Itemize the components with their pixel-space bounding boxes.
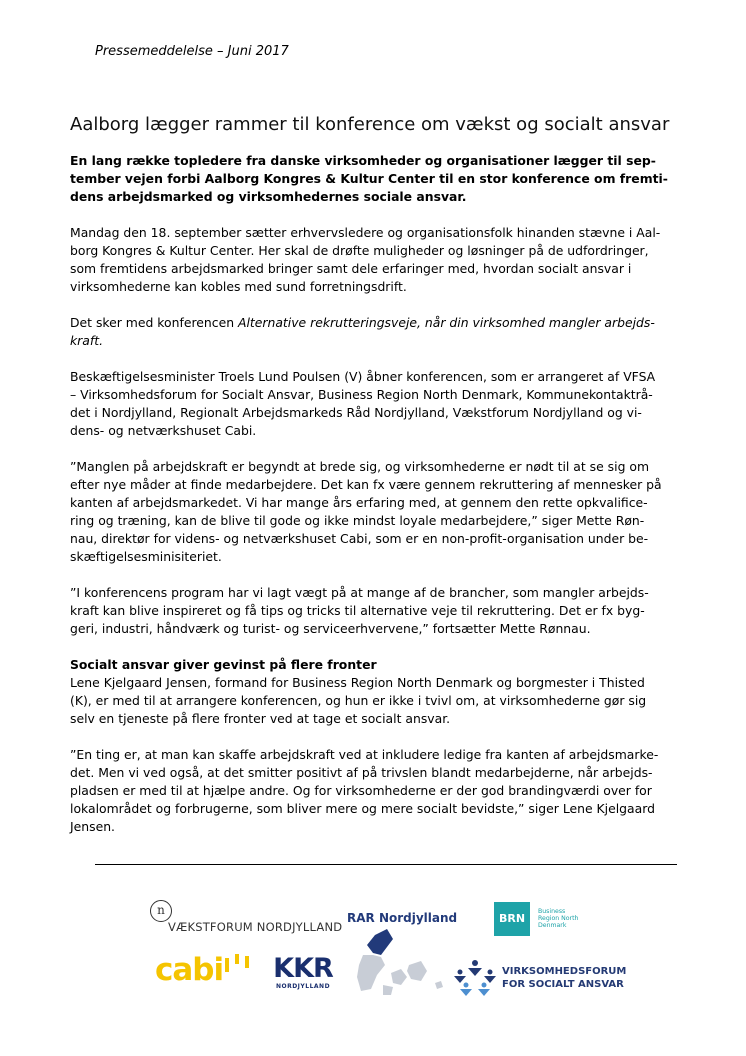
text-line: (K), er med til at arrangere konferencen, og hun er ikke i tvivl om, at virksomhederne gør sig: [70, 693, 647, 708]
text-line: ”Manglen på arbejdskraft er begyndt at brede sig, og virksomhederne er nødt til at se sig om: [70, 459, 650, 474]
brn-mark-icon: BRN: [494, 902, 530, 936]
text-line: nau, direktør for videns- og netværkshuset Cabi, som er en non-profit-organisation under be-: [70, 531, 649, 546]
text-line: det. Men vi ved også, at det smitter positivt af på trivslen blandt medarbejderne, når arbejds-: [70, 765, 653, 780]
vaekstforum-name: VÆKSTFORUM NORDJYLLAND: [168, 920, 343, 934]
text-line: som fremtidens arbejdsmarked bringer samt dele erfaringer med, hvordan socialt ansvar i: [70, 261, 632, 276]
text-line: kraft kan blive inspireret og få tips og tricks til alternative veje til rekruttering. Det er fx byg-: [70, 603, 645, 618]
paragraph-5: [70, 584, 682, 638]
lead-line: tember vejen forbi Aalborg Kongres & Kultur Center til en stor konference om fremti-: [70, 171, 668, 186]
text-line: – Virksomhedsforum for Socialt Ansvar, Business Region North Denmark, Kommunekontaktrå-: [70, 387, 653, 402]
text-line: geri, industri, håndværk og turist- og serviceerhvervene,” fortsætter Mette Rønnau.: [70, 621, 591, 636]
footer-divider: [95, 864, 677, 865]
brn-name: [538, 908, 588, 929]
text-line: det i Nordjylland, Regionalt Arbejdsmarkeds Råd Nordjylland, Vækstforum Nordjylland og vi-: [70, 405, 642, 420]
paragraph-4: [70, 458, 682, 566]
text-line: Beskæftigelsesminister Troels Lund Poulsen (V) åbner konferencen, som er arrangeret af VFSA: [70, 369, 656, 384]
text-line: kanten af arbejdsmarkedet. Vi har mange års erfaring med, at gennem den rette opkvalifice-: [70, 495, 648, 510]
paragraph-2: [70, 314, 682, 350]
lead-line: En lang række topledere fra danske virksomheder og organisationer lægger til sep-: [70, 153, 656, 168]
vaekstforum-mark-icon: n: [150, 900, 172, 922]
lead-line: dens arbejdsmarked og virksomhedernes sociale ansvar.: [70, 189, 467, 204]
paragraph-6: [70, 674, 682, 728]
text-line: ”I konferencens program har vi lagt vægt på at mange af de brancher, som mangler arbejds-: [70, 585, 649, 600]
lead-paragraph: [70, 152, 682, 206]
text-line: ”En ting er, at man kan skaffe arbejdskraft ved at inkludere ledige fra kanten af arbejdsmarke-: [70, 747, 659, 762]
text-line: efter nye måder at finde medarbejdere. Det kan fx være gennem rekruttering af mennesker på: [70, 477, 662, 492]
kkr-logo: [268, 955, 338, 995]
rar-name: RAR Nordjylland: [347, 911, 458, 925]
brn-name-line: Business: [538, 908, 566, 915]
text-line: pladsen er med til at hjælpe andre. Og for virksomhederne er der god brandingværdi over for: [70, 783, 652, 798]
denmark-map-icon: [347, 925, 447, 1003]
vfsa-name-line: VIRKSOMHEDSFORUM: [502, 966, 627, 977]
vaekstforum-logo: [150, 900, 343, 940]
kkr-name: KKR: [273, 953, 333, 984]
text-line: virksomhederne kan kobles med sund forretningsdrift.: [70, 279, 407, 294]
cabi-logo: [155, 952, 255, 992]
paragraph-3: [70, 368, 682, 440]
text-line: skæftigelsesminisiteriet.: [70, 549, 222, 564]
vfsa-name-line: FOR SOCIALT ANSVAR: [502, 979, 624, 990]
cabi-name: cabi: [155, 952, 224, 988]
brn-logo: [494, 902, 584, 940]
vfsa-logo: [452, 958, 627, 998]
text-line: selv en tjeneste på flere fronter ved at tage et socialt ansvar.: [70, 711, 451, 726]
brn-name-line: Denmark: [538, 922, 567, 929]
text-line: borg Kongres & Kultur Center. Her skal de drøfte muligheder og løsninger på de udfordringer,: [70, 243, 649, 258]
conference-title: Alternative rekrutteringsveje, når din virksomhed mangler arbejds-: [237, 315, 655, 330]
text-line: Det sker med konferencen: [70, 315, 238, 330]
text-line: Lene Kjelgaard Jensen, formand for Business Region North Denmark og borgmester i Thisted: [70, 675, 645, 690]
text-line: dens- og netværkshuset Cabi.: [70, 423, 257, 438]
brn-name-line: Region North: [538, 915, 579, 922]
conference-title-cont: kraft.: [70, 333, 104, 348]
document-header: Pressemeddelelse – Juni 2017: [95, 44, 289, 59]
vfsa-name: [502, 965, 626, 991]
text-line: Jensen.: [70, 819, 116, 834]
cabi-bars-icon: [223, 952, 253, 986]
paragraph-1: [70, 224, 682, 296]
text-line: ring og træning, kan de blive til gode og ikke mindst loyale medarbejdere,” siger Mette Røn-: [70, 513, 645, 528]
text-line: lokalområdet og forbrugerne, som bliver mere og mere socialt bevidste,” siger Lene Kjelgaard: [70, 801, 655, 816]
paragraph-7: [70, 746, 682, 836]
vfsa-figures-icon: [452, 958, 498, 998]
page-title: Aalborg lægger rammer til konference om vækst og socialt ansvar: [70, 114, 670, 135]
article-body: [70, 152, 682, 854]
rar-logo: [347, 911, 457, 1006]
kkr-region: NORDJYLLAND: [275, 983, 331, 990]
section-subheading: Socialt ansvar giver gevinst på flere fronter: [70, 657, 377, 672]
text-line: Mandag den 18. september sætter erhvervsledere og organisationsfolk hinanden stævne i Aal-: [70, 225, 661, 240]
